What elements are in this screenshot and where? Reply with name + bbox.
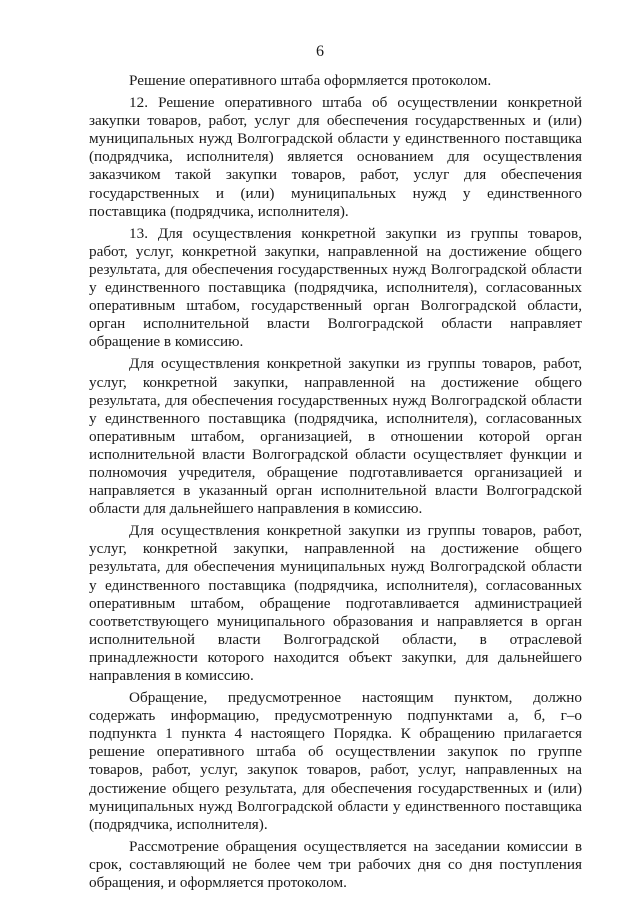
paragraph-protocol-note: Решение оперативного штаба оформляется протоколом. [129, 72, 492, 89]
paragraph-organization-request: Для осуществления конкретной закупки из группы товаров, работ, услуг, конкретной закупки, направленной на достижение общего результата, для обеспечения государственных нужд Волгоградской области у единственного поставщика (подрядчика, исполнителя), согласованных оперативным штабом, организацией, в отношении которой орган исполнительной власти Волгоградской области осуществляет функции и полномочия учредителя, обращение подготавливается организацией и направляется в указанный орган исполнительной власти Волгоградской области для дальнейшего направления в комиссию. [89, 355, 582, 518]
paragraph-municipal-request: Для осуществления конкретной закупки из группы товаров, работ, услуг, конкретной закупки, направленной на достижение общего результата, для обеспечения муниципальных нужд Волгоградской области у единственного поставщика (подрядчика, исполнителя), согласованных оперативным штабом, обращение подготавливается администрацией соответствующего муниципального образования и направляется в орган исполнительной власти Волгоградской области, в отраслевой принадлежности которого находится объект закупки, для дальнейшего направления в комиссию. [89, 522, 582, 684]
page-number: 6 [316, 43, 324, 60]
paragraph-clause-12: 12. Решение оперативного штаба об осуществлении конкретной закупки товаров, работ, услуг для обеспечения государственных и (или) муниципальных нужд Волгоградской области у единственного поставщика (подрядчика, исполнителя) является основанием для осуществления заказчиком такой закупки товаров, работ, услуг для обеспечения государственных и (или) муниципальных нужд у единственного поставщика (подрядчика, исполнителя). [89, 94, 582, 220]
paragraph-review-term: Рассмотрение обращения осуществляется на заседании комиссии в срок, составляющий не более чем три рабочих дня со дня поступления обращения, и оформляется протоколом. [89, 837, 582, 892]
paragraph-request-contents: Обращение, предусмотренное настоящим пунктом, должно содержать информацию, предусмотренную подпунктами а, б, г–о подпункта 1 пункта 4 настоящего Порядка. К обращению прилагается решение оперативного штаба об осуществлении закупок по группе товаров, работ, услуг, закупок товаров, работ, услуг, направленных на достижение общего результата, для обеспечения государственных и (или) муниципальных нужд Волгоградской области у единственного поставщика (подрядчика, исполнителя). [89, 689, 582, 833]
paragraph-clause-13: 13. Для осуществления конкретной закупки из группы товаров, работ, услуг, конкретной закупки, направленной на достижение общего результата, для обеспечения государственных нужд Волгоградской области у единственного поставщика (подрядчика, исполнителя), согласованных оперативным штабом, государственный орган Волгоградской области, орган исполнительной власти Волгоградской области направляет обращение в комиссию. [89, 224, 582, 351]
document-body [89, 72, 582, 896]
